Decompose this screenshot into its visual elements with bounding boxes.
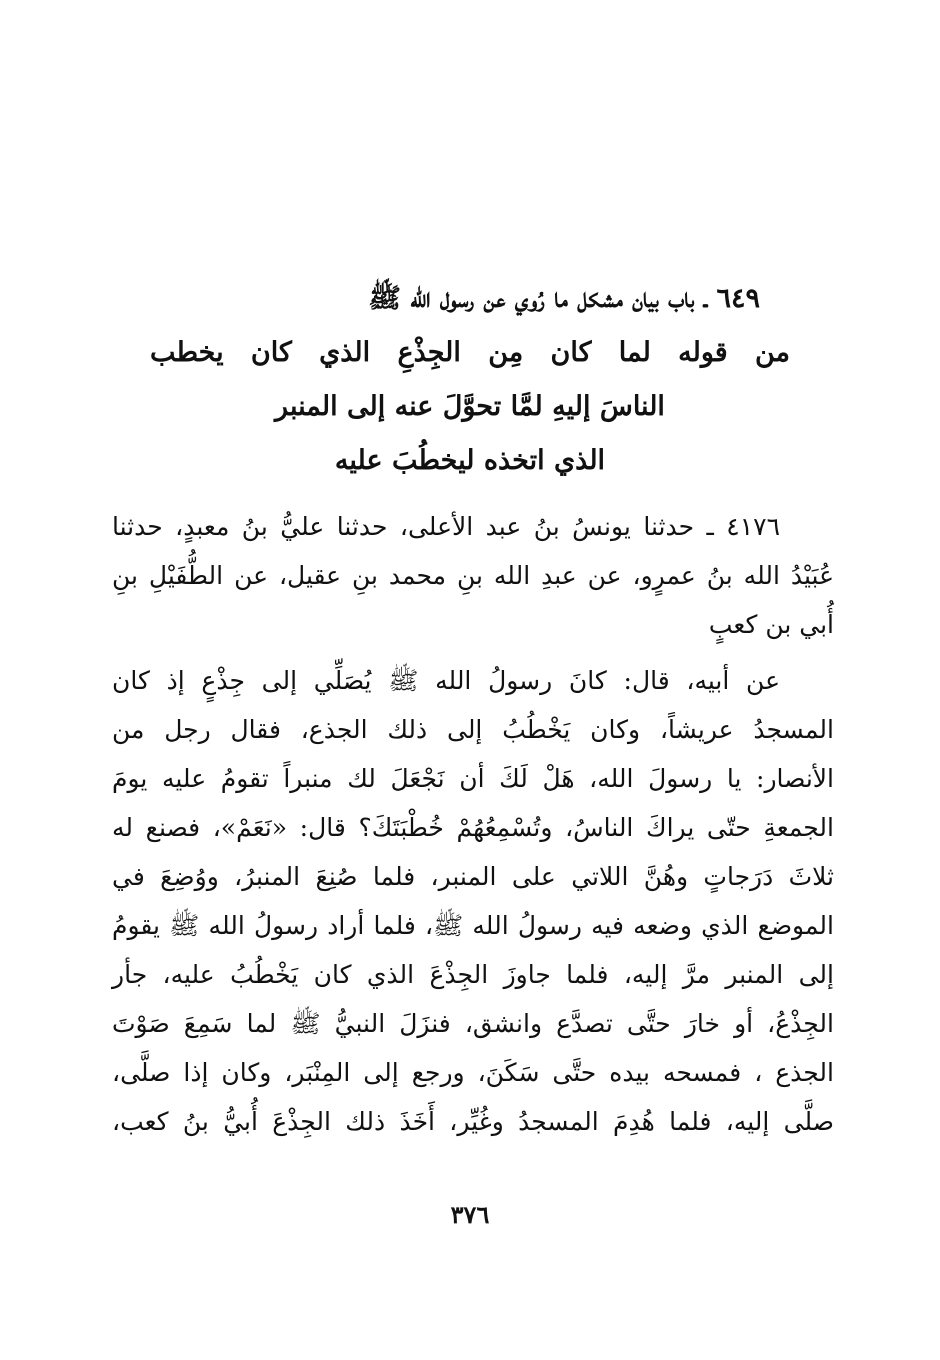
text-line: الجمعةِ حتّى يراكَ الناسُ، وتُسْمِعُهُمْ خُطْبَتَكَ؟ قال: «نَعَمْ»، فصنع له bbox=[112, 813, 834, 842]
text-line: صلَّى إليه، فلما هُدِمَ المسجدُ وغُيِّر، أَخَذَ ذلك الجِذْعَ أُبيُّ بنُ كعب، bbox=[112, 1107, 834, 1136]
text-line: المسجدُ عريشاً، وكان يَخْطُبُ إلى ذلك الجذع، فقال رجل من bbox=[112, 715, 834, 744]
page-number: ٣٧٦ bbox=[450, 1200, 490, 1229]
hadith-isnad-paragraph bbox=[112, 502, 834, 649]
text-line: الجذع ، فمسحه بيده حتَّى سَكَنَ، ورجع إلى المِنْبَر، وكان إذا صلَّى، bbox=[112, 1058, 834, 1087]
text-line: عُبَيْدُ الله بنُ عمرٍو، عن عبدِ الله بنِ محمد بنِ عقيل، عن الطُّفَيْلِ بنِ bbox=[112, 561, 834, 590]
text-line: الجِذْعُ، أو خارَ حتَّى تصدَّع وانشق، فنزَلَ النبيُّ ﷺ لما سَمِعَ صَوْتَ bbox=[112, 1009, 834, 1038]
text-line: عن أبيه، قال: كانَ رسولُ الله ﷺ يُصَلِّي إلى جِذْعٍ إذ كان bbox=[112, 666, 780, 695]
chapter-heading-line: الذي اتخذه ليخطُبَ عليه bbox=[334, 445, 606, 476]
text-line: أُبي بن كعبٍ bbox=[708, 610, 834, 639]
chapter-heading-line: من قوله لما كان مِن الجِذْعِ الذي كان يخطب bbox=[150, 337, 790, 368]
text-line: ثلاثَ دَرَجاتٍ وهُنَّ اللاتي على المنبر، فلما صُنِعَ المنبرُ، ووُضِعَ في bbox=[112, 862, 834, 891]
chapter-heading bbox=[150, 272, 790, 488]
chapter-heading-line: الناسَ إليهِ لمَّا تحوَّلَ عنه إلى المنبر bbox=[275, 391, 665, 422]
hadith-matn-paragraph bbox=[112, 656, 834, 1146]
text-line: الموضع الذي وضعه فيه رسولُ الله ﷺ، فلما أراد رسولُ الله ﷺ يقومُ bbox=[112, 911, 834, 940]
text-line: إلى المنبر مرَّ إليه، فلما جاوزَ الجِذْعَ الذي كان يَخْطُبُ عليه، جأر bbox=[112, 960, 834, 989]
text-line: ٤١٧٦ ـ حدثنا يونسُ بنُ عبد الأعلى، حدثنا عليُّ بنُ معبدٍ، حدثنا bbox=[112, 512, 780, 541]
chapter-heading-line: ٦٤٩ ـ باب بيان مشكل ما رُوي عن رسول الله ﷺ bbox=[368, 283, 760, 314]
text-line: الأنصار: يا رسولَ الله، هَلْ لَكَ أن نَجْعَلَ لك منبراً تقومُ عليه يومَ bbox=[112, 764, 834, 793]
